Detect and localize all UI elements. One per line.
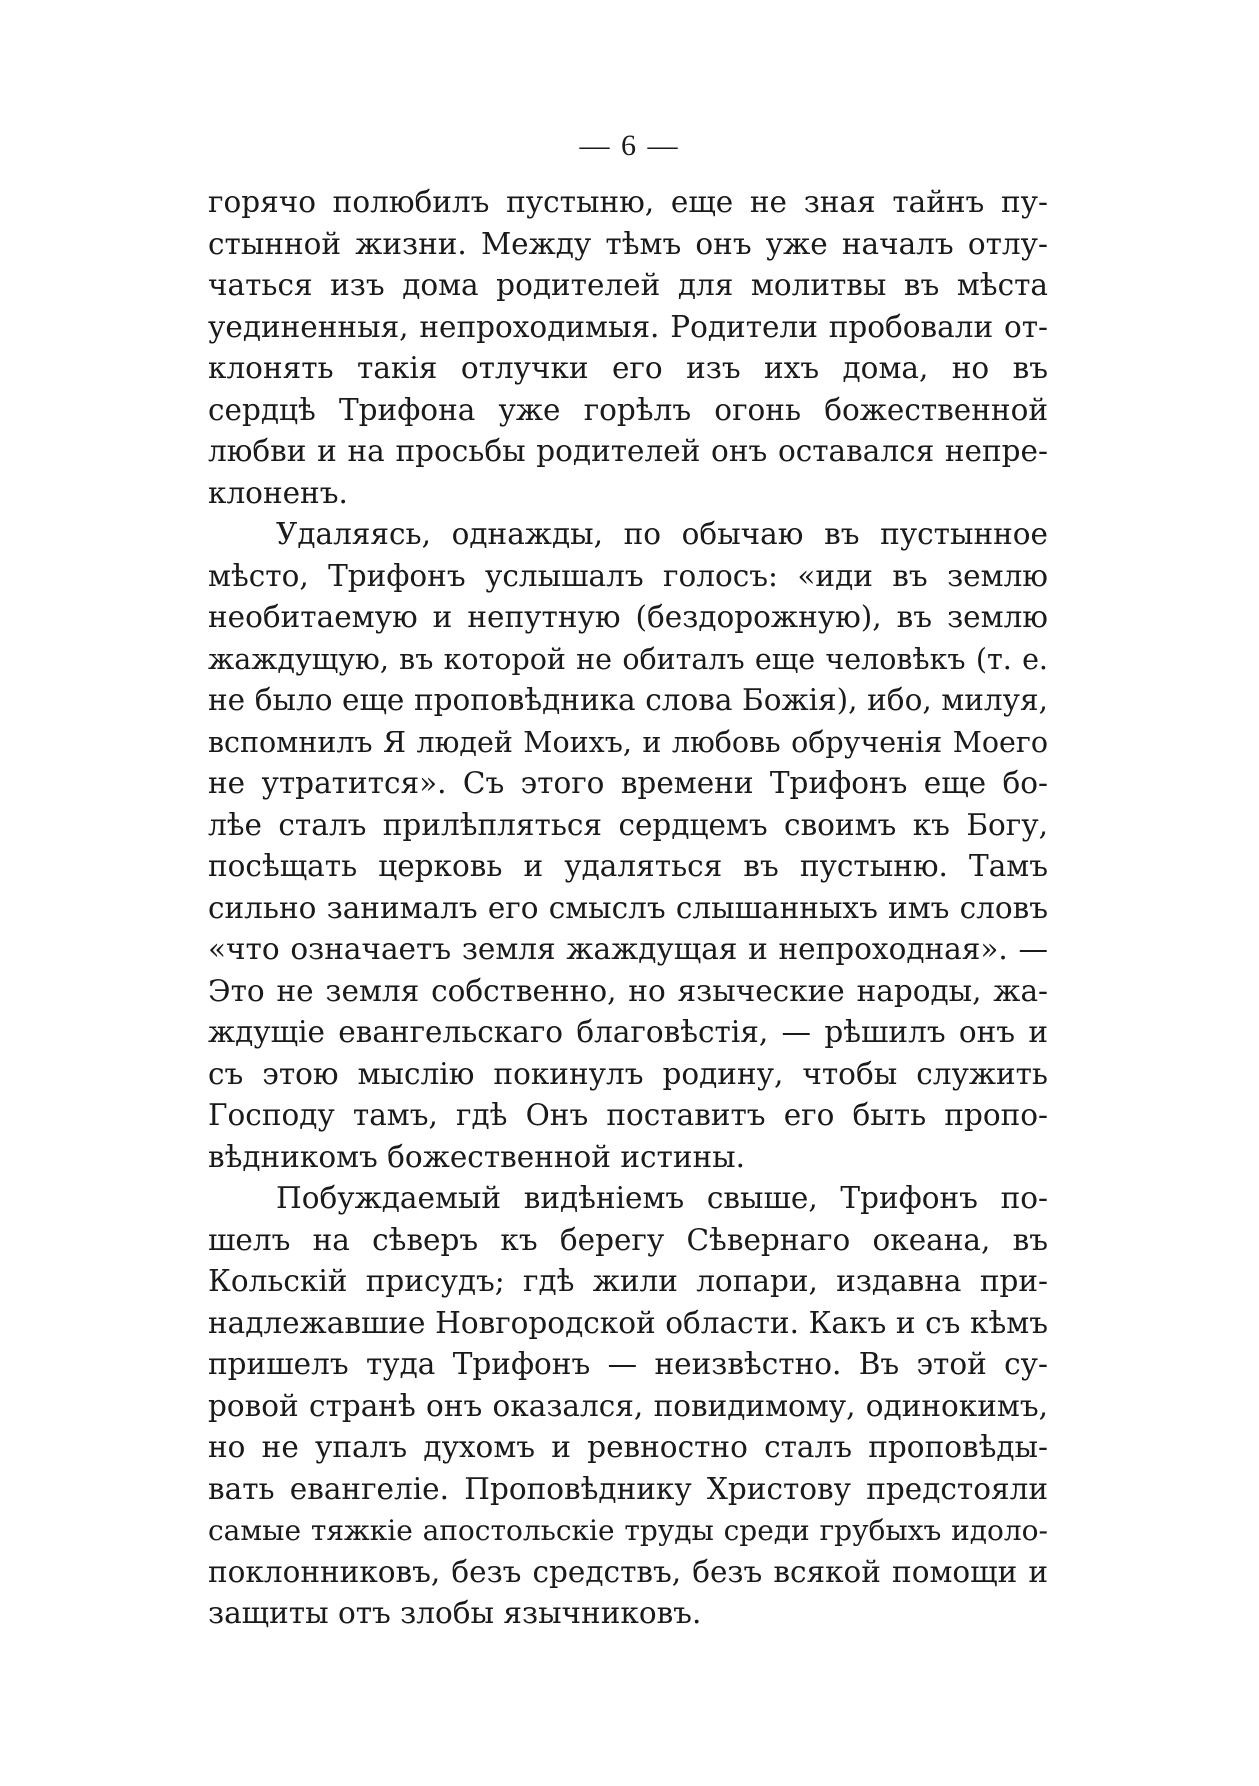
- text-line: жаждущую, въ которой не обиталъ еще человѣкъ (т. е.: [208, 642, 1048, 676]
- body-text: [208, 182, 1048, 1635]
- text-line: но не упалъ духомъ и ревностно сталъ проповѣды-: [208, 1430, 1048, 1464]
- paragraph-3: [208, 1178, 1048, 1635]
- page-number: — 6 —: [579, 129, 680, 162]
- text-line: поклонниковъ, безъ средствъ, безъ всякой помощи и: [208, 1554, 1048, 1589]
- text-line: пришелъ туда Трифонъ — неизвѣстно. Въ этой су-: [208, 1347, 1048, 1381]
- text-line: Господу тамъ, гдѣ Онъ поставитъ его быть пропо-: [208, 1098, 1048, 1132]
- text-line: надлежавшие Новгородской области. Какъ и съ кѣмъ: [208, 1305, 1048, 1340]
- text-line: клонять такія отлучки его изъ ихъ дома, но въ: [208, 351, 1048, 385]
- text-line: Побуждаемый видѣніемъ свыше, Трифонъ по-: [276, 1181, 1048, 1215]
- text-line: посѣщать церковь и удаляться въ пустыню. Тамъ: [208, 849, 1048, 883]
- text-line: вать евангеліе. Проповѣднику Христову предстояли: [208, 1471, 1048, 1506]
- text-line: не было еще проповѣдника слова Божія), ибо, милуя,: [208, 683, 1048, 717]
- text-line: сильно занималъ его смыслъ слышанныхъ имъ словъ: [208, 890, 1048, 925]
- text-line: Удаляясь, однажды, по обычаю въ пустынное: [276, 517, 1048, 551]
- paragraph-2: [208, 514, 1048, 1178]
- text-line: клоненъ.: [208, 475, 348, 510]
- text-line: горячо полюбилъ пустыню, еще не зная тайнъ пу-: [208, 185, 1048, 219]
- text-line: съ этою мыслію покинулъ родину, чтобы служить: [208, 1056, 1048, 1091]
- text-line: шелъ на сѣверъ къ берегу Сѣвернаго океана, въ: [208, 1222, 1048, 1257]
- text-line: Это не земля собственно, но языческие народы, жа-: [208, 973, 1048, 1008]
- text-line: ровой странѣ онъ оказался, повидимому, одинокимъ,: [208, 1388, 1048, 1423]
- text-line: любви и на просьбы родителей онъ оставался непре-: [208, 434, 1048, 468]
- text-line: не утратится». Съ этого времени Трифонъ еще бо-: [208, 766, 1048, 800]
- text-line: мѣсто, Трифонъ услышалъ голосъ: «иди въ землю: [208, 558, 1048, 593]
- text-line: вѣдникомъ божественной истины.: [208, 1139, 746, 1174]
- text-line: самые тяжкіе апостольскіе труды среди грубыхъ идоло-: [208, 1514, 1048, 1547]
- text-line: Кольскій присудъ; гдѣ жили лопари, издавна при-: [208, 1264, 1048, 1298]
- text-line: сердцѣ Трифона уже горѣлъ огонь божественной: [208, 392, 1048, 427]
- text-line: чаться изъ дома родителей для молитвы въ мѣста: [208, 268, 1048, 302]
- text-line: необитаемую и непутную (бездорожную), въ землю: [208, 600, 1048, 634]
- text-line: уединенныя, непроходимыя. Родители пробовали от-: [208, 309, 1048, 344]
- text-line: лѣе сталъ прилѣпляться сердцемъ своимъ къ Богу,: [208, 807, 1048, 842]
- text-line: «что означаетъ земля жаждущая и непроходная». —: [208, 932, 1048, 966]
- paragraph-1: [208, 182, 1048, 514]
- text-line: стынной жизни. Между тѣмъ онъ уже началъ отлу-: [208, 226, 1048, 261]
- text-line: защиты отъ злобы язычниковъ.: [208, 1596, 702, 1630]
- text-line: вспомнилъ Я людей Моихъ, и любовь обрученія Моего: [208, 725, 1048, 759]
- text-line: ждущіе евангельскаго благовѣстія, — рѣшилъ онъ и: [208, 1015, 1048, 1049]
